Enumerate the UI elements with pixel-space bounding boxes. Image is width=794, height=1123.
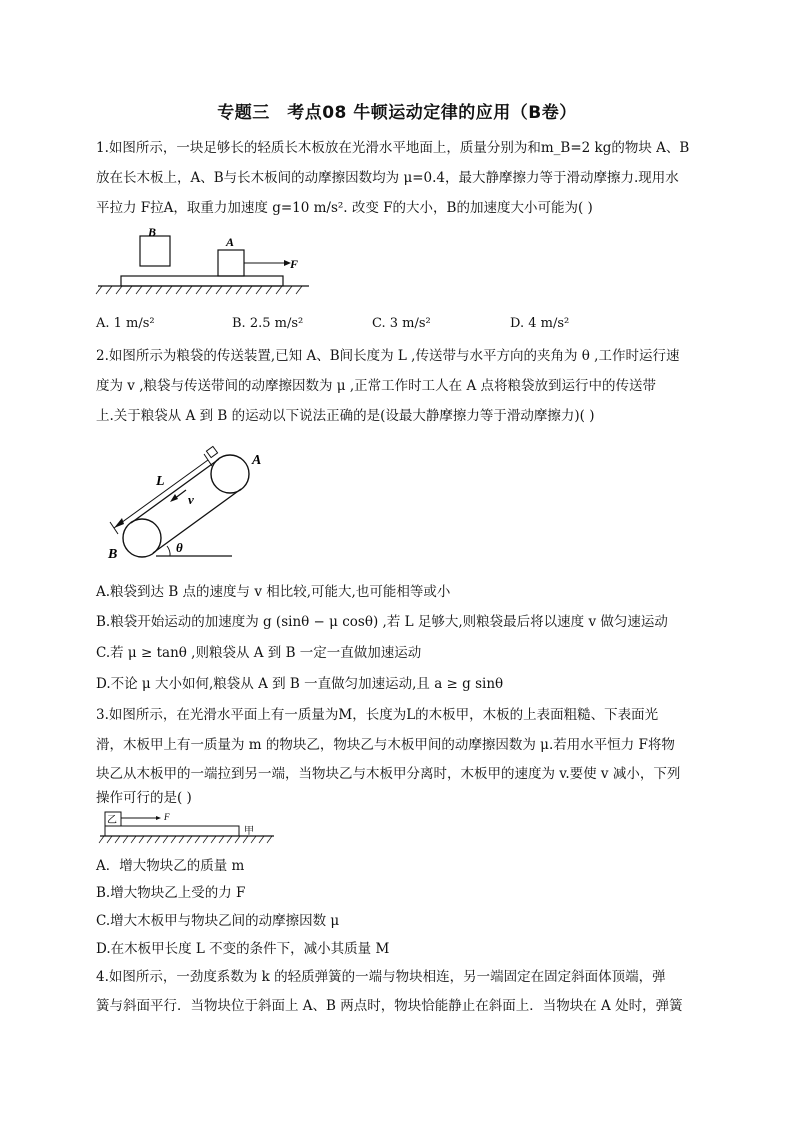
q2-conveyor-figure	[104, 432, 274, 567]
board-jia	[105, 826, 239, 836]
label-b: B	[148, 226, 157, 239]
label-jia: 甲	[244, 826, 254, 837]
q1-option-b: B. 2.5 m/s²	[232, 316, 304, 331]
q3-option-d: D.在木板甲长度 L 不变的条件下，减小其质量 M	[96, 941, 390, 957]
q1-line-2: 放在长木板上，A、B与长木板间的动摩擦因数均为 μ=0.4，最大静摩擦力等于滑动摩擦力.现用水	[96, 170, 679, 186]
page-title: 专题三 考点08 牛顿运动定律的应用（B卷）	[217, 103, 577, 123]
q4-line-2: 簧与斜面平行．当物块位于斜面上 A、B 两点时，物块恰能静止在斜面上．当物块在 A 处时，弹簧	[96, 998, 683, 1014]
q1-option-c: C. 3 m/s²	[372, 316, 431, 331]
label-f: F	[164, 812, 170, 822]
label-yi: 乙	[107, 815, 117, 826]
angle-arc	[167, 546, 170, 556]
q2-line-3: 上.关于粮袋从 A 到 B 的运动以下说法正确的是(设最大静摩擦力等于滑动摩擦力)( )	[96, 408, 595, 424]
q1-option-a: A. 1 m/s²	[96, 316, 155, 331]
label-theta: θ	[176, 540, 183, 555]
q3-line-2: 滑，木板甲上有一质量为 m 的物块乙，物块乙与木板甲间的动摩擦因数为 μ.若用水平恒力 F将物	[96, 737, 675, 753]
label-b: B	[108, 547, 118, 562]
q4-line-1: 4.如图所示，一劲度系数为 k 的轻质弹簧的一端与物块相连，另一端固定在固定斜面体顶端，弹	[96, 969, 666, 985]
q1-line-3: 平拉力 F拉A，取重力加速度 g=10 m/s². 改变 F的大小，B的加速度大小可能为( )	[96, 200, 593, 216]
q3-option-a: A．增大物块乙的质量 m	[96, 858, 245, 874]
q3-line-1: 3.如图所示，在光滑水平面上有一质量为M，长度为L的木板甲，木板的上表面粗糙、下表面光	[96, 707, 659, 723]
long-board	[121, 276, 283, 286]
q3-figure	[98, 806, 288, 848]
q1-figure	[94, 226, 314, 302]
q3-line-3: 块乙从木板甲的一端拉到另一端，当物块乙与木板甲分离时，木板甲的速度为 v.要使 v 减小，下列	[96, 766, 681, 782]
q2-line-2: 度为 v ,粮袋与传送带间的动摩擦因数为 μ ,正常工作时工人在 A 点将粮袋放到运行中的传送带	[96, 378, 656, 394]
belt-bottom	[153, 489, 241, 553]
q3-option-c: C.增大木板甲与物块乙间的动摩擦因数 μ	[96, 913, 340, 929]
length-marker	[114, 460, 208, 528]
block-b	[140, 236, 170, 266]
q2-option-b: B.粮袋开始运动的加速度为 g (sinθ − μ cosθ) ,若 L 足够大,则粮袋最后将以速度 v 做匀速运动	[96, 614, 668, 630]
q1-line-1: 1.如图所示，一块足够长的轻质长木板放在光滑水平地面上，质量分别为和m_B=2 kg的物块 A、B	[96, 140, 690, 156]
label-l: L	[156, 474, 165, 489]
label-a: A	[226, 235, 235, 249]
q3-line-4: 操作可行的是( )	[96, 790, 192, 806]
block-a	[218, 250, 244, 276]
q2-line-1: 2.如图所示为粮袋的传送装置,已知 A、B间长度为 L ,传送带与水平方向的夹角为 θ ,工作时运行速	[96, 348, 680, 364]
q3-option-b: B.增大物块乙上受的力 F	[96, 885, 246, 901]
q2-option-c: C.若 μ ≥ tanθ ,则粮袋从 A 到 B 一定一直做加速运动	[96, 645, 422, 661]
label-f: F	[290, 257, 299, 271]
belt-top	[131, 459, 219, 523]
q1-option-d: D. 4 m/s²	[510, 316, 570, 331]
label-a: A	[252, 453, 262, 468]
q2-option-a: A.粮袋到达 B 点的速度与 v 相比较,可能大,也可能相等或小	[96, 584, 451, 600]
label-v: v	[188, 492, 194, 507]
q2-option-d: D.不论 μ 大小如何,粮袋从 A 到 B 一直做匀加速运动,且 a ≥ g sinθ	[96, 676, 504, 692]
